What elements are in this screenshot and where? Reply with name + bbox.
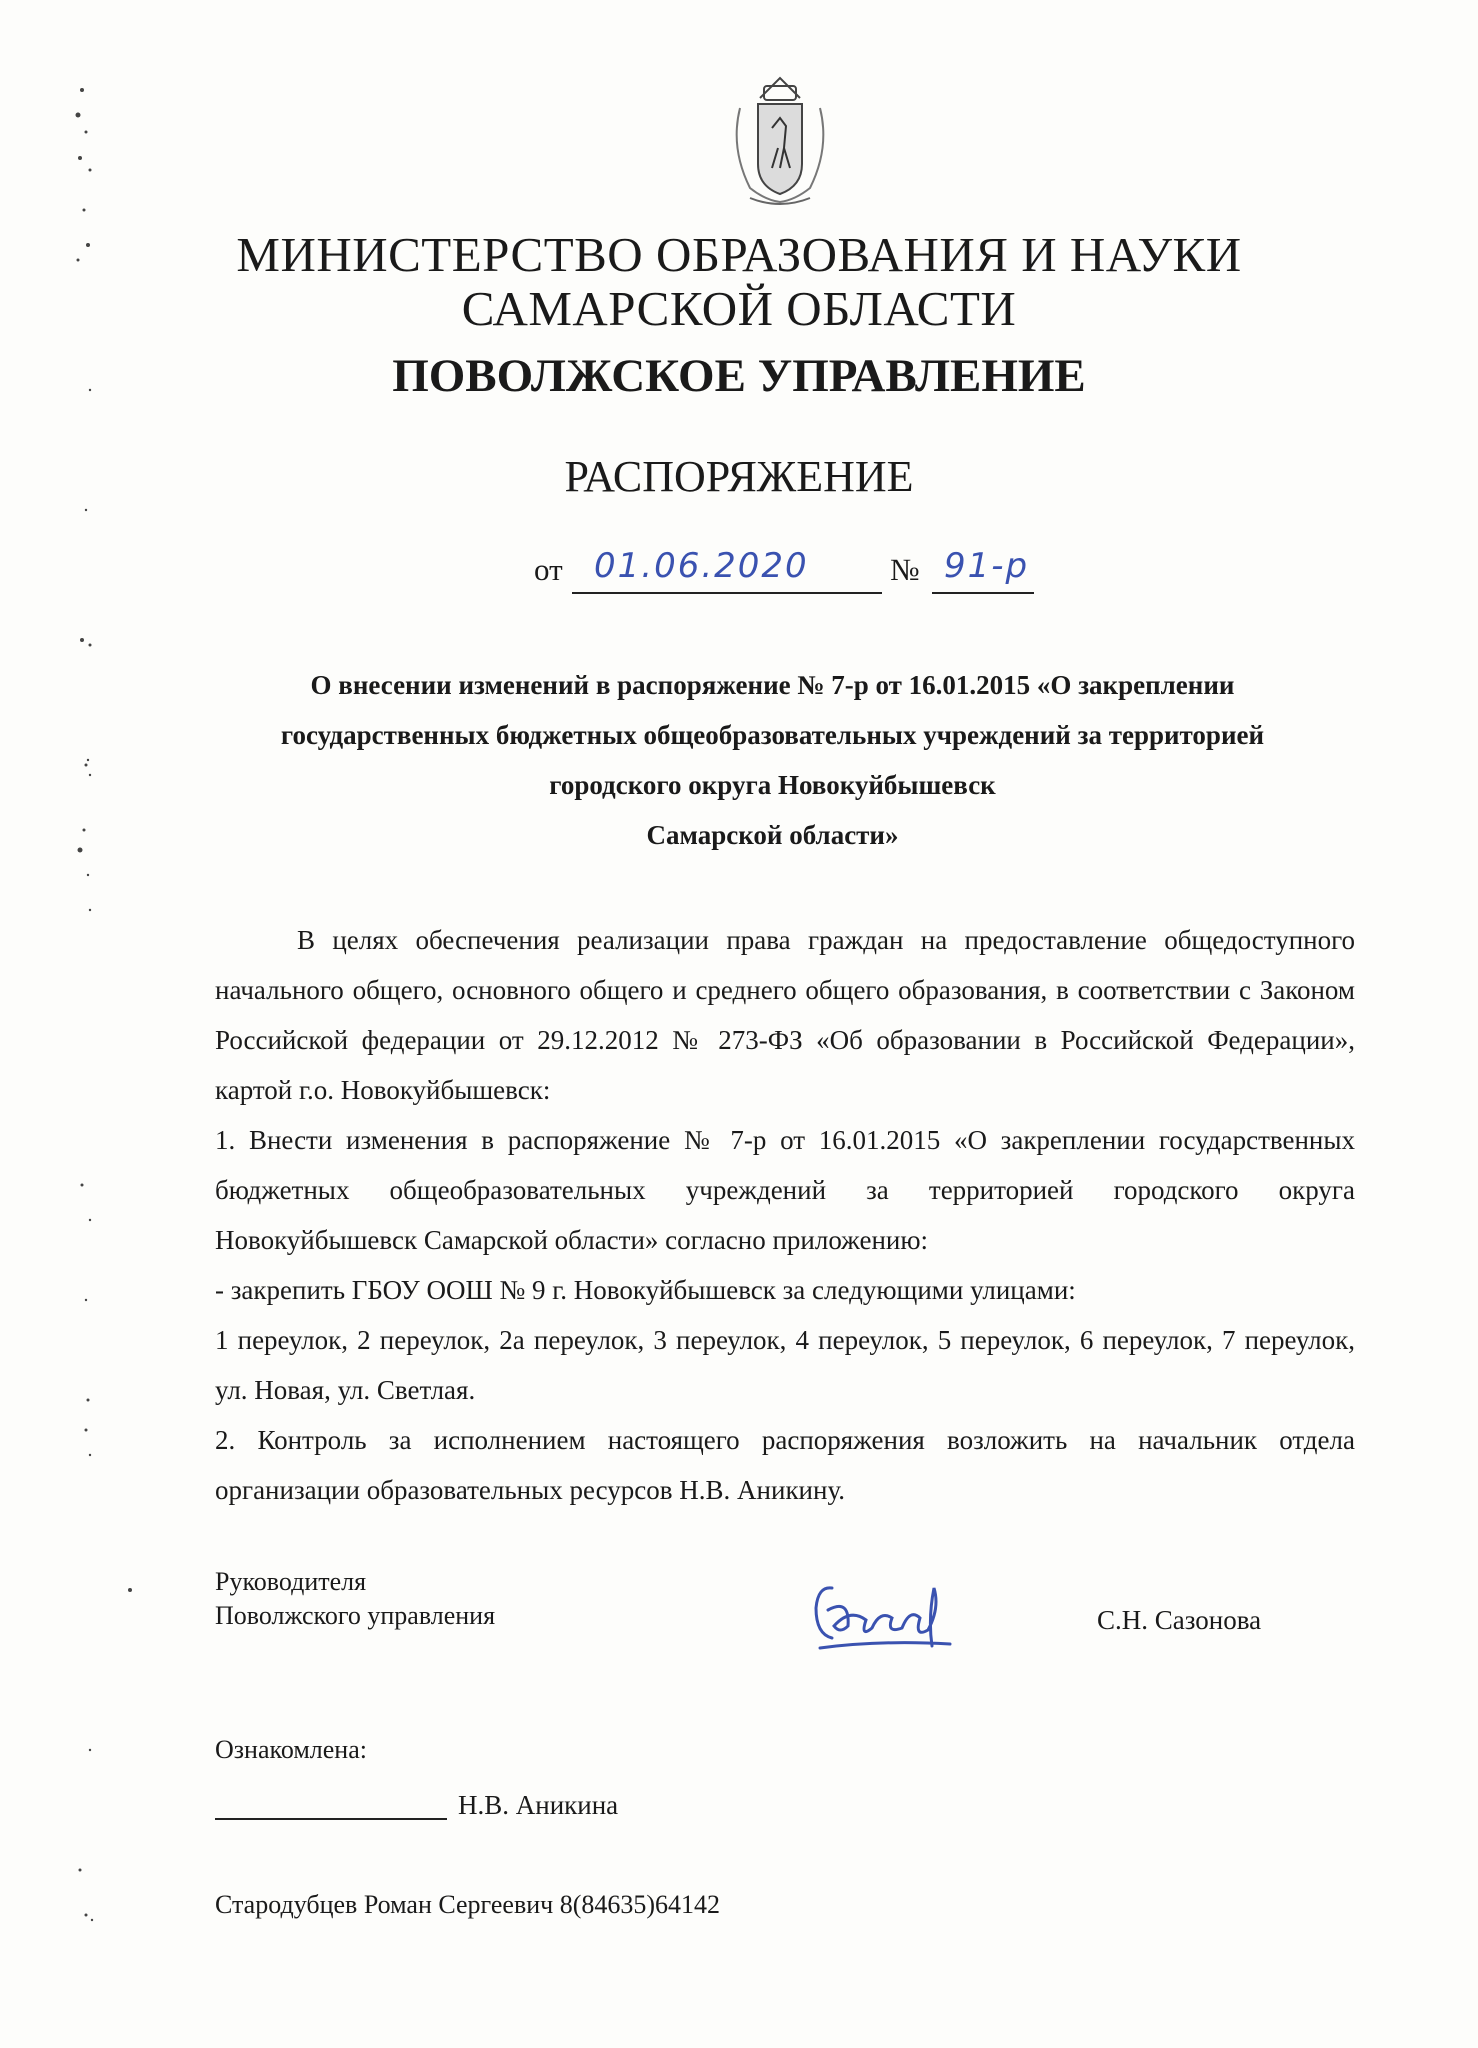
- subject-line-3: городского округа Новокуйбышевск: [549, 770, 996, 800]
- date-number-line: [0, 540, 1478, 600]
- scan-artifact-dots: [60, 60, 140, 1960]
- body-item-1: 1. Внести изменения в распоряжение № 7-р от 16.01.2015 «О закреплении государственных бюджетных общеобразовательных учреждений за территорией городского округа Новокуйбышевск Самарской области» согласно приложению:: [215, 1125, 1355, 1255]
- body-item-1-sub: - закрепить ГБОУ ООШ № 9 г. Новокуйбышевск за следующими улицами:: [215, 1275, 1076, 1305]
- subject-line-2: государственных бюджетных общеобразовательных учреждений за территорией: [280, 720, 1265, 750]
- number-field: [932, 548, 1034, 594]
- date-value: 01.06.2020: [594, 546, 809, 586]
- document-subject: [215, 660, 1330, 860]
- acknowledgement-label: Ознакомлена:: [215, 1735, 367, 1764]
- samara-coat-of-arms-icon: [720, 68, 840, 208]
- signer-position-line-2: Поволжского управления: [215, 1601, 496, 1630]
- acknowledgement-signature-line: [215, 1808, 447, 1820]
- acknowledgement-name: Н.В. Аникина: [458, 1790, 619, 1820]
- department-title: ПОВОЛЖСКОЕ УПРАВЛЕНИЕ: [392, 350, 1086, 402]
- body-intro: В целях обеспечения реализации права граждан на предоставление общедоступного начального общего, основного общего и среднего общего образования, в соответствии с Законом Российской федерации от 29.12.2012 № 273-ФЗ «Об образовании в Российской Федерации», картой г.о. Новокуйбышевск:: [215, 925, 1355, 1105]
- number-value: 91-р: [944, 546, 1030, 586]
- ministry-line-2: САМАРСКОЙ ОБЛАСТИ: [461, 281, 1017, 336]
- signer-position-line-1: Руководителя: [215, 1567, 367, 1596]
- body-streets: 1 переулок, 2 переулок, 2а переулок, 3 переулок, 4 переулок, 5 переулок, 6 переулок, 7 переулок, ул. Новая, ул. Светлая.: [215, 1325, 1355, 1405]
- ministry-line-1: МИНИСТЕРСТВО ОБРАЗОВАНИЯ И НАУКИ: [236, 227, 1242, 282]
- document-body: [215, 915, 1355, 1515]
- number-label: №: [890, 552, 920, 587]
- signer-name: С.Н. Сазонова: [1097, 1605, 1262, 1635]
- ministry-title: [0, 228, 1478, 336]
- signer-position: [215, 1565, 495, 1633]
- body-item-2: 2. Контроль за исполнением настоящего распоряжения возложить на начальник отдела организации образовательных ресурсов Н.В. Аникину.: [215, 1425, 1355, 1505]
- subject-line-4: Самарской области»: [646, 820, 899, 850]
- date-field: [572, 548, 882, 594]
- date-from-label: от: [534, 552, 563, 587]
- contact-info: Стародубцев Роман Сергеевич 8(84635)64142: [215, 1890, 721, 1919]
- subject-line-1: О внесении изменений в распоряжение № 7-р от 16.01.2015 «О закреплении: [310, 670, 1235, 700]
- handwritten-signature: [810, 1568, 960, 1653]
- document-type: РАСПОРЯЖЕНИЕ: [564, 452, 914, 501]
